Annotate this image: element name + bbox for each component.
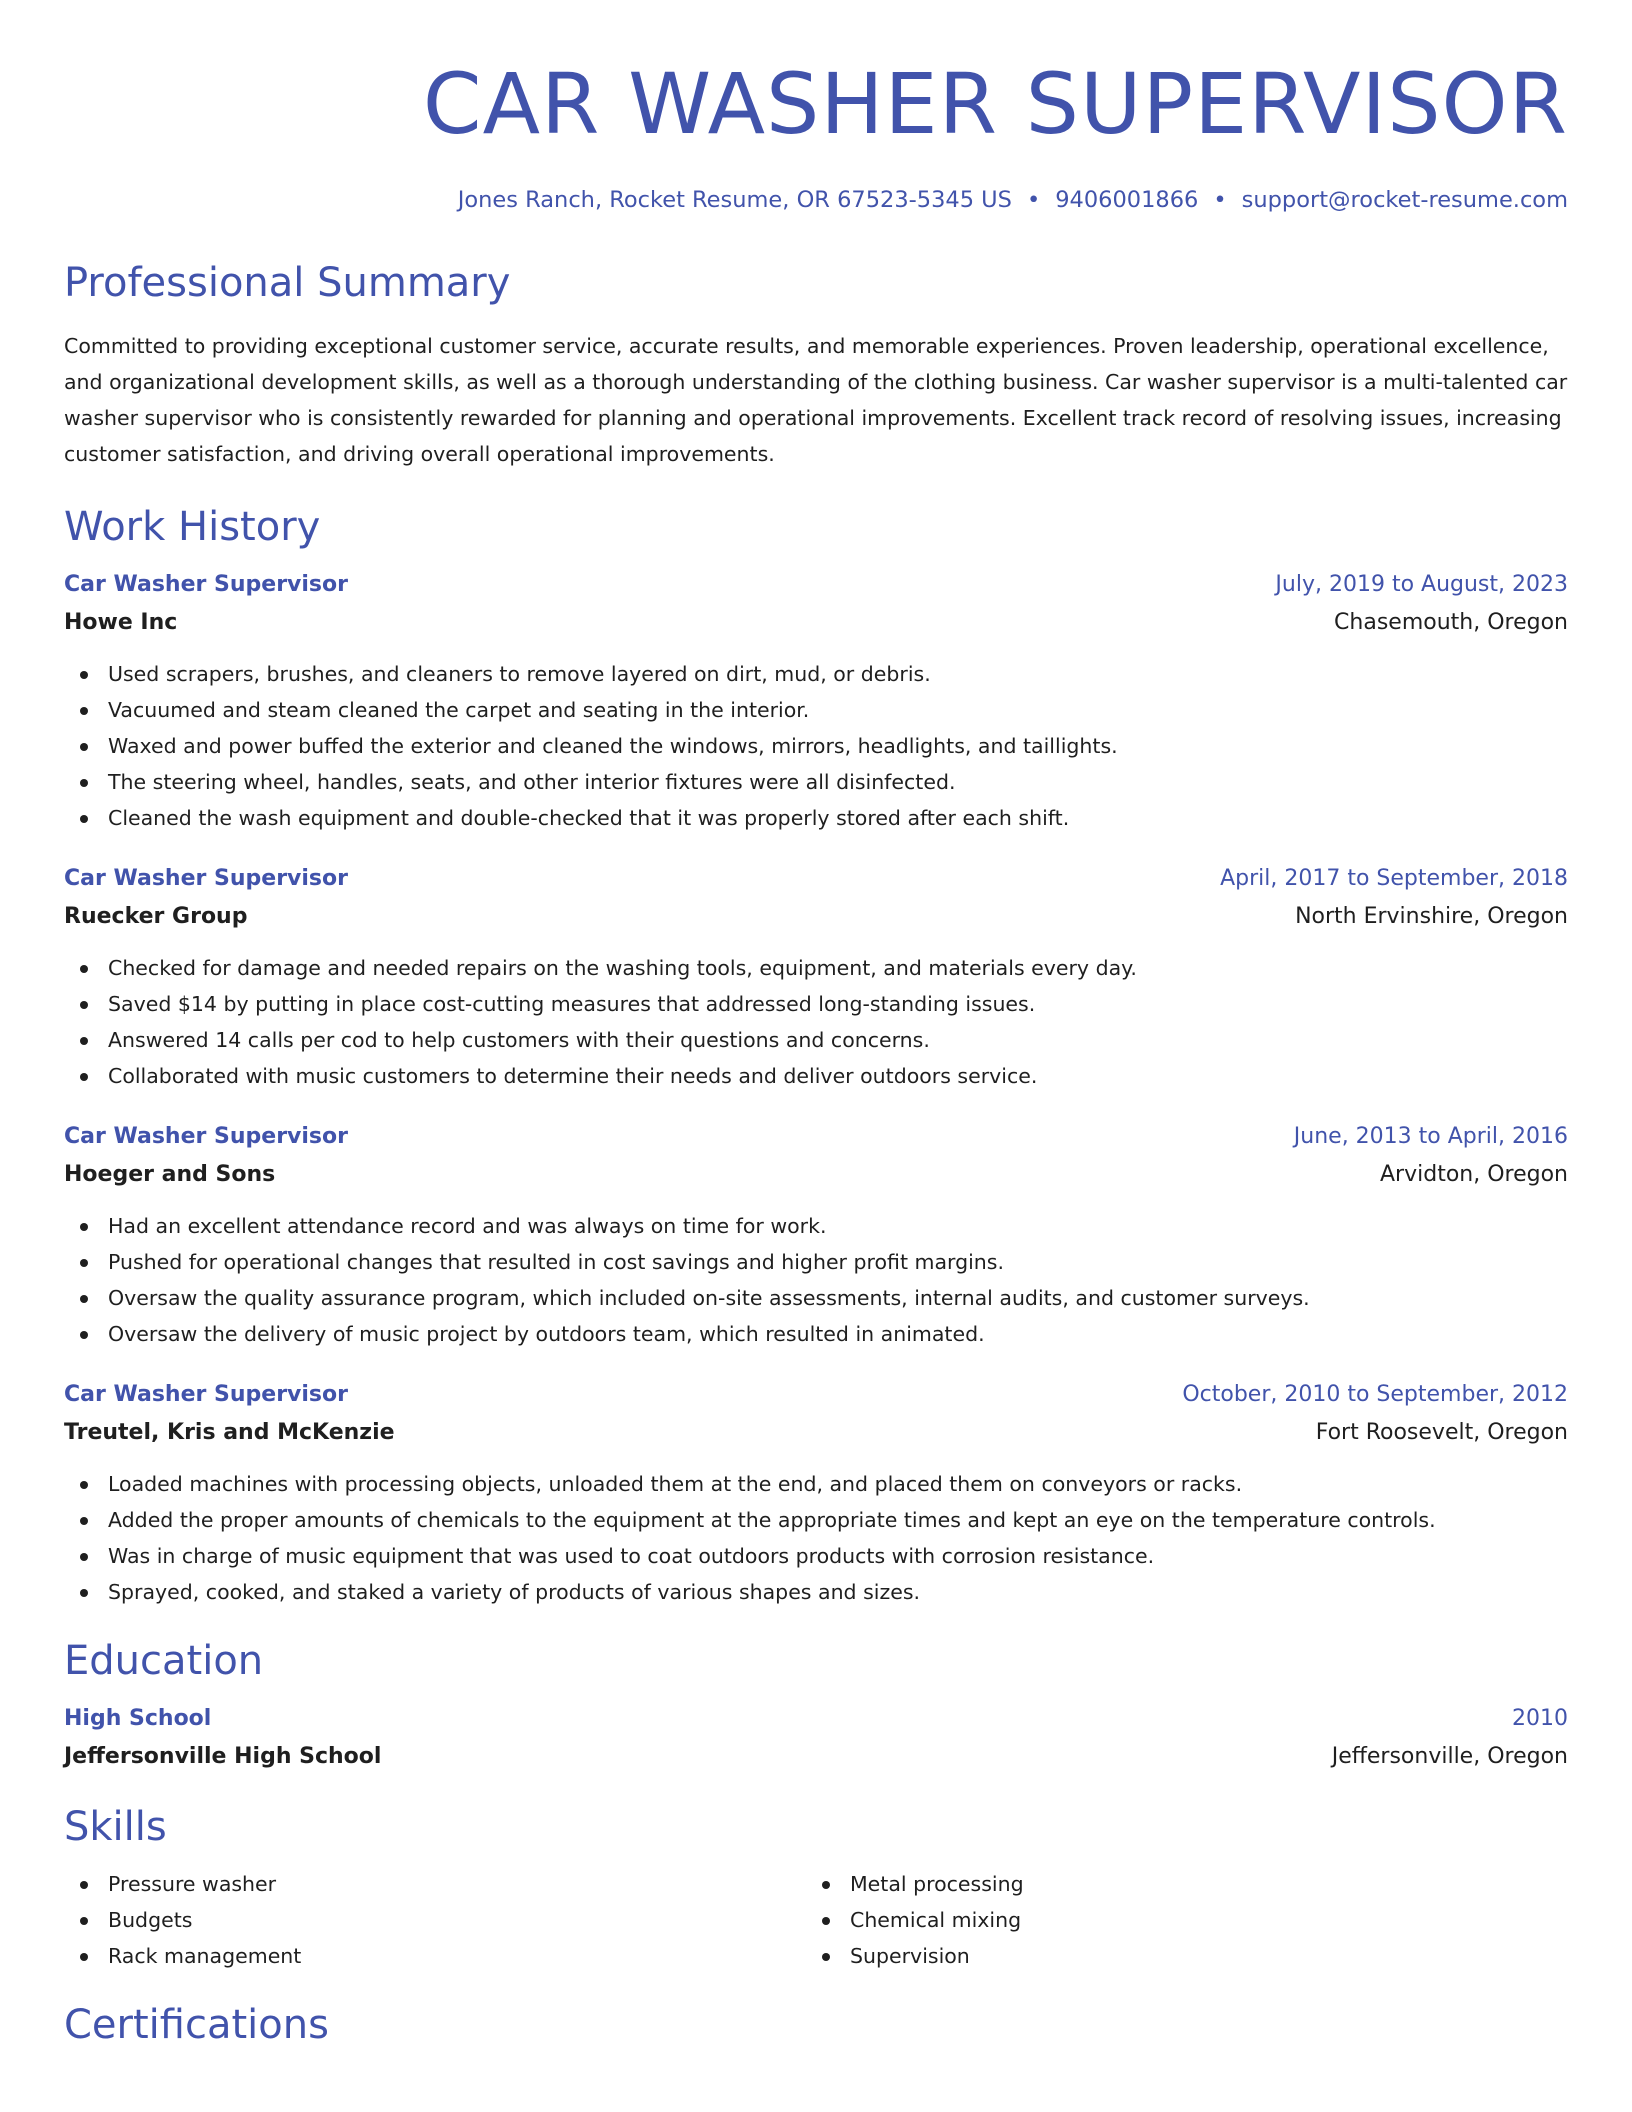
job-bullet: Oversaw the delivery of music project by outdoors team, which resulted in animated. <box>108 1316 1568 1352</box>
job-location: Chasemouth, Oregon <box>1334 610 1568 635</box>
resume-name-title: CAR WASHER SUPERVISOR <box>422 55 1568 153</box>
job-role: Car Washer Supervisor <box>64 1124 348 1149</box>
job-bullet: Checked for damage and needed repairs on the washing tools, equipment, and materials every day. <box>108 950 1568 986</box>
summary-text: Committed to providing exceptional customer service, accurate results, and memorable experiences. Proven leadership, operational excellence, and organizational development skills, as well as a thorough understanding of the clothing business. Car washer supervisor is a multi-talented car washer supervisor who is consistently rewarded for planning and operational improvements. Excellent track record of resolving issues, increasing customer satisfaction, and driving overall operational improvements. <box>64 334 1568 466</box>
job-bullet: Was in charge of music equipment that was used to coat outdoors products with corrosion resistance. <box>108 1538 1568 1574</box>
job-dates: July, 2019 to August, 2023 <box>1275 572 1568 597</box>
skill-item: Pressure washer <box>108 1866 806 1902</box>
job-entry <box>64 860 1568 1094</box>
job-bullet: Answered 14 calls per cod to help customers with their questions and concerns. <box>108 1022 1568 1058</box>
job-entry <box>64 566 1568 836</box>
contact-line <box>64 184 1568 216</box>
job-bullet: Loaded machines with processing objects, unloaded them at the end, and placed them on conveyors or racks. <box>108 1466 1568 1502</box>
certifications-heading: Certifications <box>64 2002 329 2048</box>
job-bullet: Added the proper amounts of chemicals to the equipment at the appropriate times and kept an eye on the temperature controls. <box>108 1502 1568 1538</box>
contact-phone: 9406001866 <box>1055 187 1199 213</box>
job-location: Fort Roosevelt, Oregon <box>1315 1420 1568 1445</box>
job-bullet: Collaborated with music customers to determine their needs and deliver outdoors service. <box>108 1058 1568 1094</box>
education-school-row <box>64 1738 1568 1776</box>
skill-item: Budgets <box>108 1902 806 1938</box>
job-bullet: Vacuumed and steam cleaned the carpet and seating in the interior. <box>108 692 1568 728</box>
job-company: Treutel, Kris and McKenzie <box>64 1420 395 1445</box>
skills-heading: Skills <box>64 1804 167 1850</box>
education-entry <box>64 1700 1568 1776</box>
contact-separator: • <box>1213 187 1227 213</box>
job-bullet: Oversaw the quality assurance program, which included on-site assessments, internal audits, and customer surveys. <box>108 1280 1568 1316</box>
job-role: Car Washer Supervisor <box>64 1382 348 1407</box>
skill-item: Supervision <box>850 1938 1548 1974</box>
job-dates: October, 2010 to September, 2012 <box>1182 1382 1568 1407</box>
summary-heading: Professional Summary <box>64 260 511 306</box>
job-location: Arvidton, Oregon <box>1380 1162 1568 1187</box>
job-company-row <box>64 1414 1568 1452</box>
job-company-row <box>64 604 1568 642</box>
education-year: 2010 <box>1512 1706 1568 1731</box>
contact-separator: • <box>1026 187 1041 213</box>
education-school: Jeffersonville High School <box>64 1744 382 1769</box>
job-bullet-list <box>64 950 1568 1094</box>
job-bullet-list <box>64 1466 1568 1610</box>
job-bullet-list <box>64 1208 1568 1352</box>
job-role: Car Washer Supervisor <box>64 866 348 891</box>
job-bullet: Used scrapers, brushes, and cleaners to remove layered on dirt, mud, or debris. <box>108 656 1568 692</box>
skills-list-right <box>806 1866 1548 1974</box>
job-role: Car Washer Supervisor <box>64 572 348 597</box>
job-bullet: Cleaned the wash equipment and double-checked that it was properly stored after each shift. <box>108 800 1568 836</box>
education-location: Jeffersonville, Oregon <box>1331 1744 1568 1769</box>
job-bullet: The steering wheel, handles, seats, and other interior fixtures were all disinfected. <box>108 764 1568 800</box>
job-title-row <box>64 860 1568 898</box>
job-title-row <box>64 1376 1568 1414</box>
job-dates: April, 2017 to September, 2018 <box>1220 866 1568 891</box>
job-bullet: Had an excellent attendance record and was always on time for work. <box>108 1208 1568 1244</box>
job-entry <box>64 1118 1568 1352</box>
job-company: Howe Inc <box>64 610 178 635</box>
job-bullet: Waxed and power buffed the exterior and cleaned the windows, mirrors, headlights, and taillights. <box>108 728 1568 764</box>
job-company-row <box>64 1156 1568 1194</box>
job-company-row <box>64 898 1568 936</box>
work-history-heading: Work History <box>64 504 321 550</box>
job-bullet: Sprayed, cooked, and staked a variety of products of various shapes and sizes. <box>108 1574 1568 1610</box>
job-bullet: Pushed for operational changes that resulted in cost savings and higher profit margins. <box>108 1244 1568 1280</box>
job-entry <box>64 1376 1568 1610</box>
skill-item: Chemical mixing <box>850 1902 1548 1938</box>
contact-email: support@rocket-resume.com <box>1241 187 1568 213</box>
job-bullet: Saved $14 by putting in place cost-cutting measures that addressed long-standing issues. <box>108 986 1568 1022</box>
job-company: Ruecker Group <box>64 904 248 929</box>
education-degree: High School <box>64 1706 212 1731</box>
contact-address: Jones Ranch, Rocket Resume, OR 67523-5345 US <box>457 187 1012 213</box>
skill-item: Metal processing <box>850 1866 1548 1902</box>
job-title-row <box>64 1118 1568 1156</box>
job-bullet-list <box>64 656 1568 836</box>
job-location: North Ervinshire, Oregon <box>1295 904 1568 929</box>
skills-grid <box>64 1852 1568 1974</box>
job-title-row <box>64 566 1568 604</box>
job-dates: June, 2013 to April, 2016 <box>1293 1124 1568 1149</box>
skill-item: Rack management <box>108 1938 806 1974</box>
education-heading: Education <box>64 1638 264 1684</box>
skills-list-left <box>64 1866 806 1974</box>
job-company: Hoeger and Sons <box>64 1162 276 1187</box>
resume-page <box>64 0 1568 2050</box>
education-degree-row <box>64 1700 1568 1738</box>
